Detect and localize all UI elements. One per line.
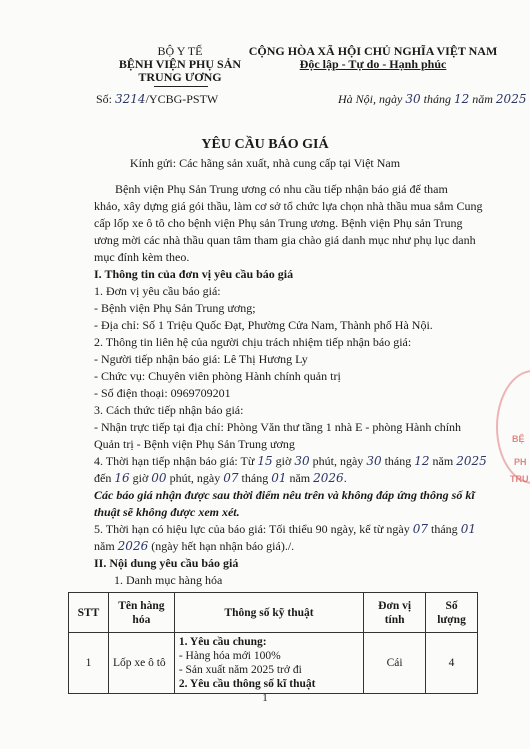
- row-quantity: 4: [426, 633, 478, 694]
- intro-line-1: Bệnh viện Phụ Sản Trung ương có nhu cầu tiếp nhận báo giá để tham: [115, 182, 448, 196]
- table-row: [69, 633, 478, 694]
- row-item-name: Lốp xe ô tô: [108, 633, 174, 694]
- hospital-name-line1: BỆNH VIỆN PHỤ SẢN: [118, 57, 242, 71]
- s1-line-2: - Bệnh viện Phụ Sản Trung ương;: [94, 301, 256, 315]
- date-day: 30: [405, 92, 421, 106]
- stamp-text-1: BỆ: [512, 434, 525, 444]
- col-quantity: Số lượng: [426, 593, 478, 633]
- country-name: CỘNG HÒA XÃ HỘI CHỦ NGHĨA VIỆT NAM: [248, 44, 498, 58]
- date-year: 2025: [495, 92, 527, 106]
- date-month: 12: [453, 92, 470, 106]
- intro-line-5: mục đính kèm theo.: [94, 250, 190, 264]
- section-2-heading: II. Nội dung yêu cầu báo giá: [94, 556, 239, 570]
- spec-heading-technical: 2. Yêu cầu thông số kĩ thuật: [178, 678, 316, 690]
- s1-line-5: - Người tiếp nhận báo giá: Lê Thị Hương Ly: [94, 352, 308, 366]
- intro-line-4: ương mời các nhà thầu quan tâm tham gia chào giá danh mục như phụ lục danh: [94, 233, 476, 247]
- s1-line-10: Quản trị - Bệnh viện Phụ Sản Trung ương: [94, 437, 295, 451]
- goods-table-header: [69, 593, 478, 633]
- intro-line-2: khảo, xây dựng giá gói thầu, làm cơ sở tổ chức lựa chọn nhà thầu mua sắm Cung: [94, 199, 483, 213]
- ministry-name: BỘ Y TẾ: [157, 44, 203, 58]
- s1-deadline-from: 4. Thời hạn tiếp nhận báo giá: Từ 15 giờ 30 phút, ngày 30 tháng 12 năm 2025: [94, 454, 487, 468]
- reference-number: Số: 3214/YCBG-PSTW: [96, 92, 219, 106]
- header-left-rule: [154, 86, 208, 87]
- s1-line-7: - Số điện thoại: 0969709201: [94, 386, 231, 400]
- s1-deadline-to: đến 16 giờ 00 phút, ngày 07 tháng 01 năm 2026.: [94, 471, 347, 485]
- s1-line-6: - Chức vụ: Chuyên viên phòng Hành chính quản trị: [94, 369, 341, 383]
- national-motto: Độc lập - Tự do - Hạnh phúc: [299, 57, 447, 71]
- page-number: 1: [262, 692, 268, 704]
- s1-line-3: - Địa chỉ: Số 1 Triệu Quốc Đạt, Phường Cửa Nam, Thành phố Hà Nội.: [94, 318, 433, 332]
- row-unit: Cái: [364, 633, 426, 694]
- row-spec: [174, 633, 363, 694]
- ref-number-handwritten: 3214: [115, 92, 146, 106]
- hospital-name-line2: TRUNG ƯƠNG: [138, 70, 222, 84]
- spec-heading-general: 1. Yêu cầu chung:: [178, 636, 267, 648]
- s1-line-1: 1. Đơn vị yêu cầu báo giá:: [94, 284, 221, 298]
- document-title: YÊU CẦU BÁO GIÁ: [201, 137, 329, 152]
- s1-validity-line-1: 5. Thời hạn có hiệu lực của báo giá: Tối thiểu 90 ngày, kể từ ngày 07 tháng 01: [94, 522, 476, 536]
- col-item-name: Tên hàng hóa: [108, 593, 174, 633]
- intro-line-3: cấp lốp xe ô tô cho bệnh viện Phụ sản Trung ương. Bệnh viện Phụ sản Trung: [94, 216, 463, 230]
- s1-warning-line-1: Các báo giá nhận được sau thời điểm nêu trên và không đáp ứng thông số kĩ: [94, 488, 475, 502]
- document-date: Hà Nội, ngày 30 tháng 12 năm 2025: [338, 92, 527, 106]
- spec-line-new: - Hàng hóa mới 100%: [178, 650, 281, 662]
- recipient-line: Kính gửi: Các hãng sản xuất, nhà cung cấp tại Việt Nam: [129, 156, 401, 170]
- section-2-subheading: 1. Danh mục hàng hóa: [114, 573, 223, 587]
- col-stt: STT: [69, 593, 109, 633]
- stamp-text-2: PH: [514, 457, 527, 467]
- row-stt: 1: [69, 633, 109, 694]
- s1-line-4: 2. Thông tin liên hệ của người chịu trách nhiệm tiếp nhận báo giá:: [94, 335, 412, 349]
- s1-validity-line-2: năm 2026 (ngày hết hạn nhận báo giá)./.: [94, 539, 295, 553]
- col-unit: Đơn vị tính: [364, 593, 426, 633]
- s1-line-8: 3. Cách thức tiếp nhận báo giá:: [94, 403, 244, 417]
- spec-line-year: - Sản xuất năm 2025 trở đi: [178, 664, 302, 676]
- stamp-text-3: TRU: [510, 474, 529, 484]
- section-1-heading: I. Thông tin của đơn vị yêu cầu báo giá: [94, 267, 294, 281]
- s1-line-9: - Nhận trực tiếp tại địa chỉ: Phòng Văn thư tầng 1 nhà E - phòng Hành chính: [94, 420, 462, 434]
- s1-warning-line-2: thuật sẽ không được xem xét.: [94, 505, 240, 519]
- goods-table: [68, 592, 478, 694]
- col-spec: Thông số kỹ thuật: [174, 593, 363, 633]
